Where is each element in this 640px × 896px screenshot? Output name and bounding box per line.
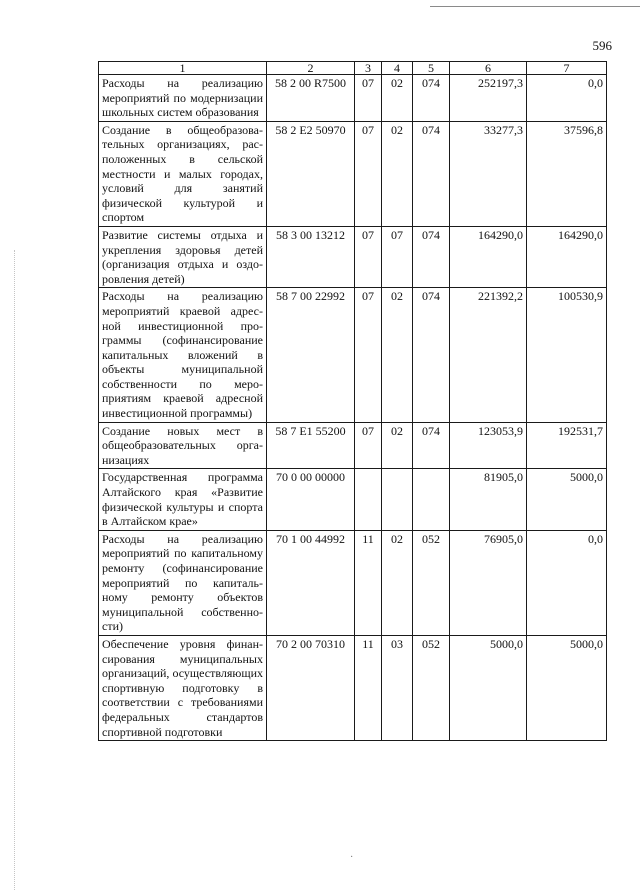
amount-cell-col6: 123053,9: [450, 422, 527, 469]
column-header: 6: [450, 62, 527, 75]
table-row: [99, 75, 607, 122]
table-row: [99, 635, 607, 740]
section-cell: 07: [355, 75, 382, 122]
target-code-cell: 58 3 00 13212: [267, 226, 355, 287]
expense-type-cell: 052: [413, 530, 450, 635]
expense-type-cell: 074: [413, 75, 450, 122]
amount-cell-col6: 33277,3: [450, 121, 527, 226]
subsection-cell: 02: [382, 530, 413, 635]
section-cell: 07: [355, 288, 382, 422]
expense-type-cell: [413, 469, 450, 530]
expense-name-cell: Расходы на реализацию мероприятий краевой адресной инвестиционной программы (софинансирование капитальных вложений в объекты муниципальной собственности по мероприятиям краевой адресной инвестиционной программы): [99, 288, 267, 422]
column-header: 1: [99, 62, 267, 75]
target-code-cell: 58 7 E1 55200: [267, 422, 355, 469]
column-header: 4: [382, 62, 413, 75]
expense-type-cell: 074: [413, 422, 450, 469]
section-cell: 11: [355, 530, 382, 635]
amount-cell-col6: 76905,0: [450, 530, 527, 635]
target-code-cell: 58 2 00 R7500: [267, 75, 355, 122]
subsection-cell: 02: [382, 121, 413, 226]
page-number: 596: [592, 38, 612, 53]
column-number-row: [99, 62, 607, 75]
amount-cell-col7: 0,0: [527, 75, 607, 122]
target-code-cell: 70 2 00 70310: [267, 635, 355, 740]
table-row: [99, 422, 607, 469]
expense-name-cell: Обеспечение уровня финансирования муниципальных организаций, осуществляющих спортивную подготовку в соответствии с требованиями федеральных стандартов спортивной подготовки: [99, 635, 267, 740]
column-header: 3: [355, 62, 382, 75]
subsection-cell: 02: [382, 422, 413, 469]
subsection-cell: 03: [382, 635, 413, 740]
target-code-cell: 58 7 00 22992: [267, 288, 355, 422]
section-cell: 07: [355, 121, 382, 226]
expense-name-cell: Расходы на реализацию мероприятий по капитальному ремонту (софинансирование мероприятий по капиталь-ному ремонту объектов муниципальной собственности): [99, 530, 267, 635]
subsection-cell: [382, 469, 413, 530]
expense-name-cell: Создание в общеобразовательных организациях, расположенных в сельской местности и малых городах, условий для занятий физической культурой и спортом: [99, 121, 267, 226]
section-cell: 11: [355, 635, 382, 740]
column-header: 5: [413, 62, 450, 75]
scan-edge-line: [430, 6, 640, 7]
amount-cell-col7: 5000,0: [527, 635, 607, 740]
budget-table: [98, 61, 607, 741]
table-row: [99, 121, 607, 226]
expense-type-cell: 074: [413, 226, 450, 287]
target-code-cell: 70 0 00 00000: [267, 469, 355, 530]
amount-cell-col7: 5000,0: [527, 469, 607, 530]
expense-type-cell: 074: [413, 288, 450, 422]
amount-cell-col7: 192531,7: [527, 422, 607, 469]
table-row: [99, 288, 607, 422]
expense-name-cell: Расходы на реализацию мероприятий по модернизации школьных систем образования: [99, 75, 267, 122]
amount-cell-col6: 164290,0: [450, 226, 527, 287]
expense-name-cell: Создание новых мест в общеобразовательных организациях: [99, 422, 267, 469]
amount-cell-col7: 100530,9: [527, 288, 607, 422]
amount-cell-col6: 81905,0: [450, 469, 527, 530]
table-row: [99, 530, 607, 635]
subsection-cell: 02: [382, 75, 413, 122]
expense-type-cell: 052: [413, 635, 450, 740]
target-code-cell: 70 1 00 44992: [267, 530, 355, 635]
table-row: [99, 469, 607, 530]
expense-name-cell: Государственная программа Алтайского края «Развитие физической культуры и спорта в Алтайском крае»: [99, 469, 267, 530]
section-cell: 07: [355, 422, 382, 469]
amount-cell-col7: 164290,0: [527, 226, 607, 287]
subsection-cell: 02: [382, 288, 413, 422]
section-cell: 07: [355, 226, 382, 287]
amount-cell-col6: 221392,2: [450, 288, 527, 422]
expense-name-cell: Развитие системы отдыха и укрепления здоровья детей (организация отдыха и оздоровления детей): [99, 226, 267, 287]
amount-cell-col6: 5000,0: [450, 635, 527, 740]
subsection-cell: 07: [382, 226, 413, 287]
amount-cell-col7: 0,0: [527, 530, 607, 635]
section-cell: [355, 469, 382, 530]
amount-cell-col7: 37596,8: [527, 121, 607, 226]
bottom-scan-mark: ·: [350, 852, 354, 863]
binding-margin-rule: [14, 250, 15, 890]
table-row: [99, 226, 607, 287]
expense-type-cell: 074: [413, 121, 450, 226]
column-header: 2: [267, 62, 355, 75]
target-code-cell: 58 2 E2 50970: [267, 121, 355, 226]
column-header: 7: [527, 62, 607, 75]
amount-cell-col6: 252197,3: [450, 75, 527, 122]
